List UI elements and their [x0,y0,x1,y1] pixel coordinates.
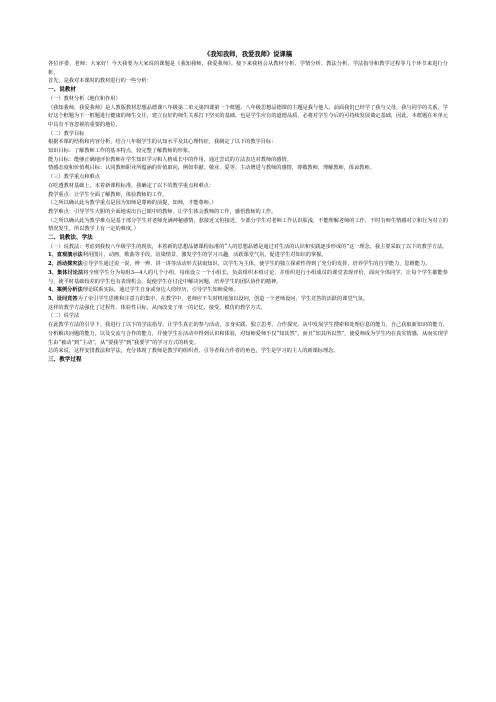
method-label: 4、案例分析法 [48,287,83,294]
subsection-heading: （三）教学重点和难点 [48,174,100,181]
section-heading: 一、说教材 [48,87,76,94]
paragraph: （一）说教法：考虑到我校八年级学生的现状，本着新的思想品德课程标准的“人的思想品德是通过对生活的认识和实践逐步形成的”这一理念，我主要采取了以下的教学方法。 [48,243,448,250]
paragraph: 在此教学方法的引导下，我进行了以下的学法指导，让学生真正的参与活动，亲身实践、独立思考、合作探究，从中发展学生搜索和处理信息的能力、自己获取新知识的能力、分析解决问题的能力，以及交流与合作的能力，并使学生在活动中得到认识和体验，对知师爱师不仅“知其然”，而且“知其所以然”，使爱师成为学生内在真实情感，从而实现学生由“被动”到“主动”，从“要我学”到“我要学”的学习方式的转变。 [48,322,448,346]
method-label: 5、设问竞答 [48,295,78,302]
subsection-heading: （二）教学目标 [48,130,85,137]
method-text: 引导学生通过说一说、辨一辨、讲一讲等活动形式获取知识，以学生为主体，使学生的独立探索性得到了充分的发挥，培养学生的自学能力、思维能力。 [82,261,431,268]
method-text: 为了牵引学生思维和注意力的集中，在教学中，老师应不失时机地加以设问，创造一个老师设问，学生竞答的活跃的课堂气氛。 [77,295,369,302]
method-text: 将全班学生分为每组3—4人的几个小组，每组设立一个小组长，负责组织本组讨论，并组织进行小组成员的课堂表现评价，面向全体同学，让每个学生都能参与，使平时基础较差的学生也有表现机会。促使学生在讨论中解决问题，培养学生的团队协作的精神。 [48,269,448,285]
method-label: 3、集体讨论法 [48,269,84,276]
method-label: 1、直观演示法 [48,252,83,259]
section-heading: 二、说教法、学法 [48,235,93,242]
paragraph: （之所以确认此为教学难点是基于部分学生对老师充满神秘感情，惹接近又怕接近，少部分学生对老师工作认识肤浅，不能理解老师的工作，不时有师生情感对立和行为对立的情况发生，所以教学上有一定的难度。） [48,217,448,233]
document-body [48,60,448,365]
paragraph: 这样的教学方法强化了过程性、体验性目标，从而改变了单一的记忆、接受、模仿的教学方式。 [48,304,266,311]
method-paragraph [48,269,448,286]
method-text: 理论联系实际，通过学生自身或身边人的经历，引导学生知师爱师。 [82,287,239,294]
method-paragraph [48,251,448,260]
method-paragraph [48,260,448,269]
paragraph: 总的来说，这样安排教法和学法，充分体现了教师是教学的组织者、引导者和合作者的角色，学生是学习的主人的新课标理念。 [48,348,339,355]
document-page [48,50,448,365]
paragraph: 在吃透教材基础上，本着新课程标准，我确定了以下的教学重点和难点： [48,182,215,189]
paragraph: 知识目标：了解教师工作的基本特点，较完整了解教师的形象。 [48,148,194,155]
paragraph: （之所以确认此为教学重点是因为知师是尊师的前提，知师，才能尊师。） [48,200,217,207]
paragraph: 各位评委、老师：大家好！今天我要为大家说的课题是《我知我师，我爱我师》。接下来我将会从教材分析、学情分析、教法分析、学法指导和教学过程等几个环节来进行分析。 [48,61,448,76]
paragraph: 根据本课的结构和内容分析，结合八年级学生的认知水平及其心理特征，我制定了以下的教学目标： [48,139,277,146]
paragraph: 能力目标：能够正确地评价教师在学生知识学习和人格成长中的作用，通过尝试的方法表达对教师的感情。 [48,156,292,163]
paragraph: 《我知我师，我爱我师》是人教版教材思想品德课八年级第二单元第四课第一个框题。八年级思想品德课的主题是我与他人，前面我们已经学了我与父母，我与同学的关系，学好这个框题为下一框题进行健康的师生交往，建立良好的师生关系打下坚实的基础，也是学生应有的道德品质，必将对学生今后的可持续发展奠定基础，因此，本框题在本单元中具有不容忽视的重要的地位。 [48,104,448,128]
method-label: 2、活动探究法 [48,261,83,268]
paragraph: 首先，是我对本课时的教材进行的一些分析： [48,78,152,85]
method-text: 利用图片、动画，歌曲等手段，渲染情景，激发学生的学习兴趣，活跃课堂气氛，促进学生对知识的掌握。 [82,252,327,259]
method-paragraph [48,286,448,295]
section-heading: 三、教学过程 [48,356,82,363]
paragraph: 教学难点：引导学生大胆的全面地说出自己眼中的教师，让学生体会教师的工作，感悟教师的工作。 [48,208,277,215]
subsection-heading: （一）教材分析（地位和作用） [48,95,121,102]
paragraph: 教学重点：让学生全面了解教师，体验教师的工作。 [48,191,168,198]
method-paragraph [48,295,448,304]
paragraph: 情感态度和价值观目标：认同教师职业所蕴涵的价值取向，例如奉献、敬业、爱等；主动增进与教师的感情，尊敬教师，理解教师，体谅教师。 [48,165,375,172]
document-title: 《我知我师，我爱我师》说课稿 [203,51,293,58]
subsection-heading: （二）说学法 [48,313,80,320]
